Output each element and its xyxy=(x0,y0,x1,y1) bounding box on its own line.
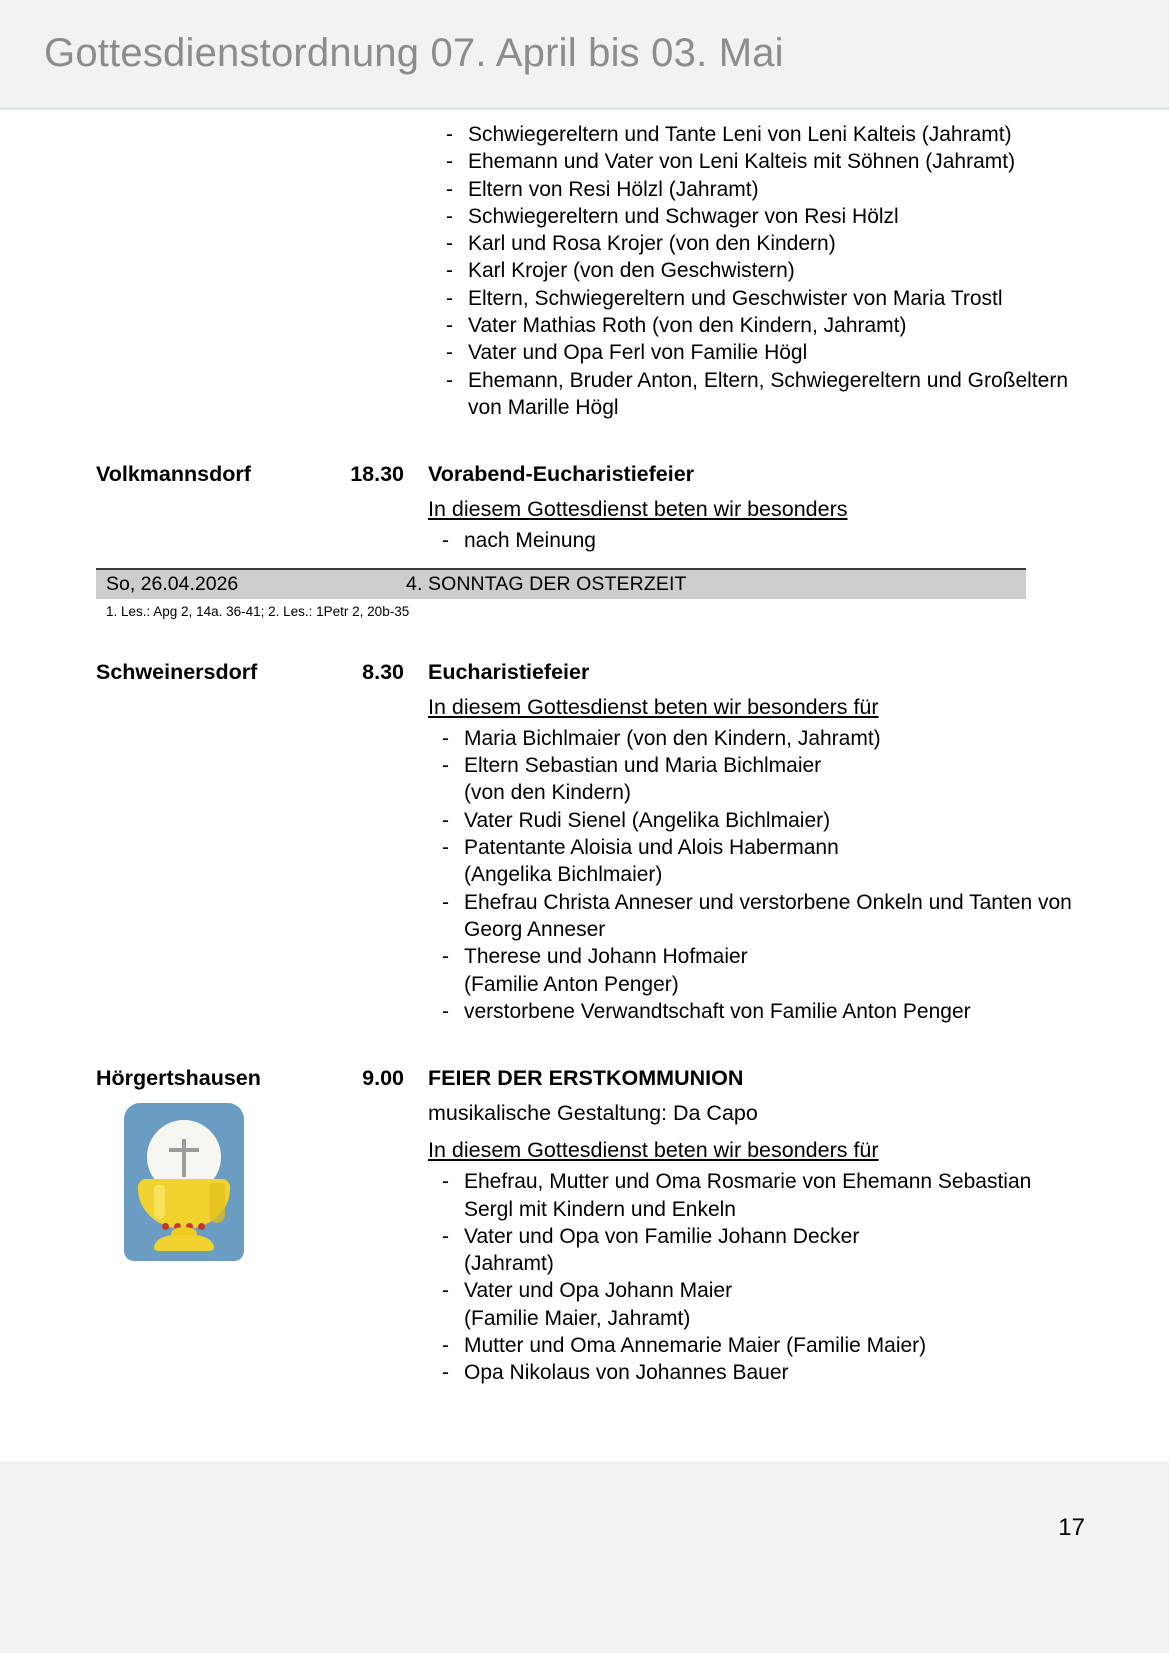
bullet-dash-icon: - xyxy=(442,808,449,832)
list-item: - Ehemann und Vater von Leni Kalteis mit Söhnen (Jahramt) xyxy=(430,148,1081,175)
service-location-col xyxy=(96,1065,334,1261)
bullet-dash-icon: - xyxy=(446,232,453,256)
page-content xyxy=(0,110,1169,1462)
list-item: - Opa Nikolaus von Johannes Bauer xyxy=(428,1359,1081,1386)
bullet-dash-icon: - xyxy=(446,123,453,146)
service-location: Volkmannsdorf xyxy=(96,462,251,487)
chalice-bead xyxy=(198,1223,205,1230)
service-details xyxy=(426,461,1081,554)
page-number: 17 xyxy=(1058,1514,1085,1541)
continued-intentions-list xyxy=(430,121,1081,421)
chalice-host-icon xyxy=(124,1103,244,1261)
list-item: - Eltern von Resi Hölzl (Jahramt) xyxy=(430,176,1081,203)
banner-readings: 1. Les.: Apg 2, 14a. 36-41; 2. Les.: 1Petr 2, 20b-35 xyxy=(106,603,410,619)
list-item: - Vater Mathias Roth (von den Kindern, Jahramt) xyxy=(430,312,1081,339)
list-item: - Vater Rudi Sienel (Angelika Bichlmaier) xyxy=(428,807,1081,834)
bullet-dash-icon: - xyxy=(446,314,453,338)
bullet-dash-icon: - xyxy=(442,999,449,1023)
bullet-dash-icon: - xyxy=(442,1170,449,1194)
cross-icon xyxy=(182,1139,186,1177)
service-intentions-list xyxy=(428,725,1081,1025)
service-intro: In diesem Gottesdienst beten wir besonders xyxy=(428,497,848,522)
service-time: 18.30 xyxy=(350,462,404,487)
chalice-highlight xyxy=(154,1185,165,1219)
bullet-dash-icon: - xyxy=(442,945,449,969)
banner-feast: 4. SONNTAG DER OSTERZEIT xyxy=(406,572,687,595)
bullet-dash-icon: - xyxy=(442,726,449,750)
list-item: - Vater und Opa von Familie Johann Decker (Jahramt) xyxy=(442,1224,860,1276)
list-item: - verstorbene Verwandtschaft von Familie Anton Penger xyxy=(428,998,1081,1025)
bullet-dash-icon: - xyxy=(442,1361,449,1385)
bullet-dash-icon: - xyxy=(442,529,449,553)
page-footer xyxy=(0,1462,1169,1653)
service-time: 9.00 xyxy=(362,1066,404,1091)
list-item: - Vater und Opa Ferl von Familie Högl xyxy=(430,339,1081,366)
service-location: Hörgertshausen xyxy=(96,1066,261,1091)
list-item: - Mutter und Oma Annemarie Maier (Familie Maier) xyxy=(428,1332,1081,1359)
communion-icon-wrap xyxy=(124,1103,334,1261)
bullet-dash-icon: - xyxy=(442,890,449,914)
bullet-dash-icon: - xyxy=(442,1334,449,1358)
service-note: musikalische Gestaltung: Da Capo xyxy=(428,1101,758,1126)
service-details xyxy=(426,1065,1081,1386)
banner-date: So, 26.04.2026 xyxy=(106,572,239,595)
bullet-dash-icon: - xyxy=(446,177,453,201)
bullet-dash-icon: - xyxy=(442,1279,449,1303)
bullet-dash-icon: - xyxy=(446,259,453,283)
service-intro-wrap xyxy=(428,1128,1081,1165)
service-intro: In diesem Gottesdienst beten wir besonders für xyxy=(428,694,879,719)
service-entry-schweinersdorf xyxy=(96,659,1081,1025)
service-title: Eucharistiefeier xyxy=(428,659,590,684)
list-item: - Ehefrau, Mutter und Oma Rosmarie von Ehemann Sebastian Sergl mit Kindern und Enkeln xyxy=(442,1170,1032,1221)
list-item: - Eltern, Schwiegereltern und Geschwister von Maria Trostl xyxy=(430,285,1081,312)
bullet-dash-icon: - xyxy=(446,368,453,392)
chalice-bead xyxy=(162,1223,169,1230)
list-item: - Ehefrau Christa Anneser und verstorbene Onkeln und Tanten von Georg Anneser xyxy=(442,890,1072,941)
chalice-foot xyxy=(154,1235,214,1251)
service-entry-volkmannsdorf xyxy=(96,461,1081,554)
list-item: - Vater und Opa Johann Maier (Familie Maier, Jahramt) xyxy=(442,1279,733,1330)
bullet-dash-icon: - xyxy=(446,150,453,174)
page-header xyxy=(0,0,1169,110)
bullet-dash-icon: - xyxy=(442,1224,449,1248)
list-item: - Eltern Sebastian und Maria Bichlmaier (von den Kindern) xyxy=(442,754,822,805)
service-title: FEIER DER ERSTKOMMUNION xyxy=(428,1066,744,1091)
service-title: Vorabend-Eucharistiefeier xyxy=(428,462,695,487)
page-title: Gottesdienstordnung 07. April bis 03. Mai xyxy=(44,31,784,75)
list-item: - Karl und Rosa Krojer (von den Kindern) xyxy=(430,230,1081,257)
bullet-dash-icon: - xyxy=(442,754,449,778)
service-intentions-list xyxy=(428,1168,1081,1386)
list-item: - Patentante Aloisia und Alois Habermann (Angelika Bichlmaier) xyxy=(442,836,839,887)
chalice-shadow xyxy=(209,1183,225,1223)
chalice-cup xyxy=(138,1179,230,1229)
service-location: Schweinersdorf xyxy=(96,659,258,684)
service-intro-wrap xyxy=(428,487,1081,524)
service-intentions-list xyxy=(428,527,1081,554)
bullet-dash-icon: - xyxy=(446,341,453,365)
service-time: 8.30 xyxy=(362,659,404,684)
bullet-dash-icon: - xyxy=(446,286,453,310)
service-intro: In diesem Gottesdienst beten wir besonders für xyxy=(428,1138,879,1163)
list-item: - Ehemann, Bruder Anton, Eltern, Schwiegereltern und Großeltern von Marille Högl xyxy=(446,368,1068,419)
date-banner xyxy=(96,568,1026,599)
list-item: - nach Meinung xyxy=(428,527,1081,554)
continued-intentions-block xyxy=(96,110,1081,421)
list-item: - Schwiegereltern und Tante Leni von Leni Kalteis (Jahramt) xyxy=(430,121,1081,148)
list-item: - Karl Krojer (von den Geschwistern) xyxy=(430,257,1081,284)
bullet-dash-icon: - xyxy=(442,836,449,860)
service-intro-wrap xyxy=(428,685,1081,722)
list-item: - Therese und Johann Hofmaier (Familie Anton Penger) xyxy=(442,945,748,996)
service-details xyxy=(426,659,1081,1025)
list-item: - Schwiegereltern und Schwager von Resi Hölzl xyxy=(430,203,1081,230)
cross-icon-bar xyxy=(169,1148,199,1152)
service-entry-hoergertshausen xyxy=(96,1065,1081,1386)
bullet-dash-icon: - xyxy=(446,204,453,228)
list-item: - Maria Bichlmaier (von den Kindern, Jahramt) xyxy=(428,725,1081,752)
